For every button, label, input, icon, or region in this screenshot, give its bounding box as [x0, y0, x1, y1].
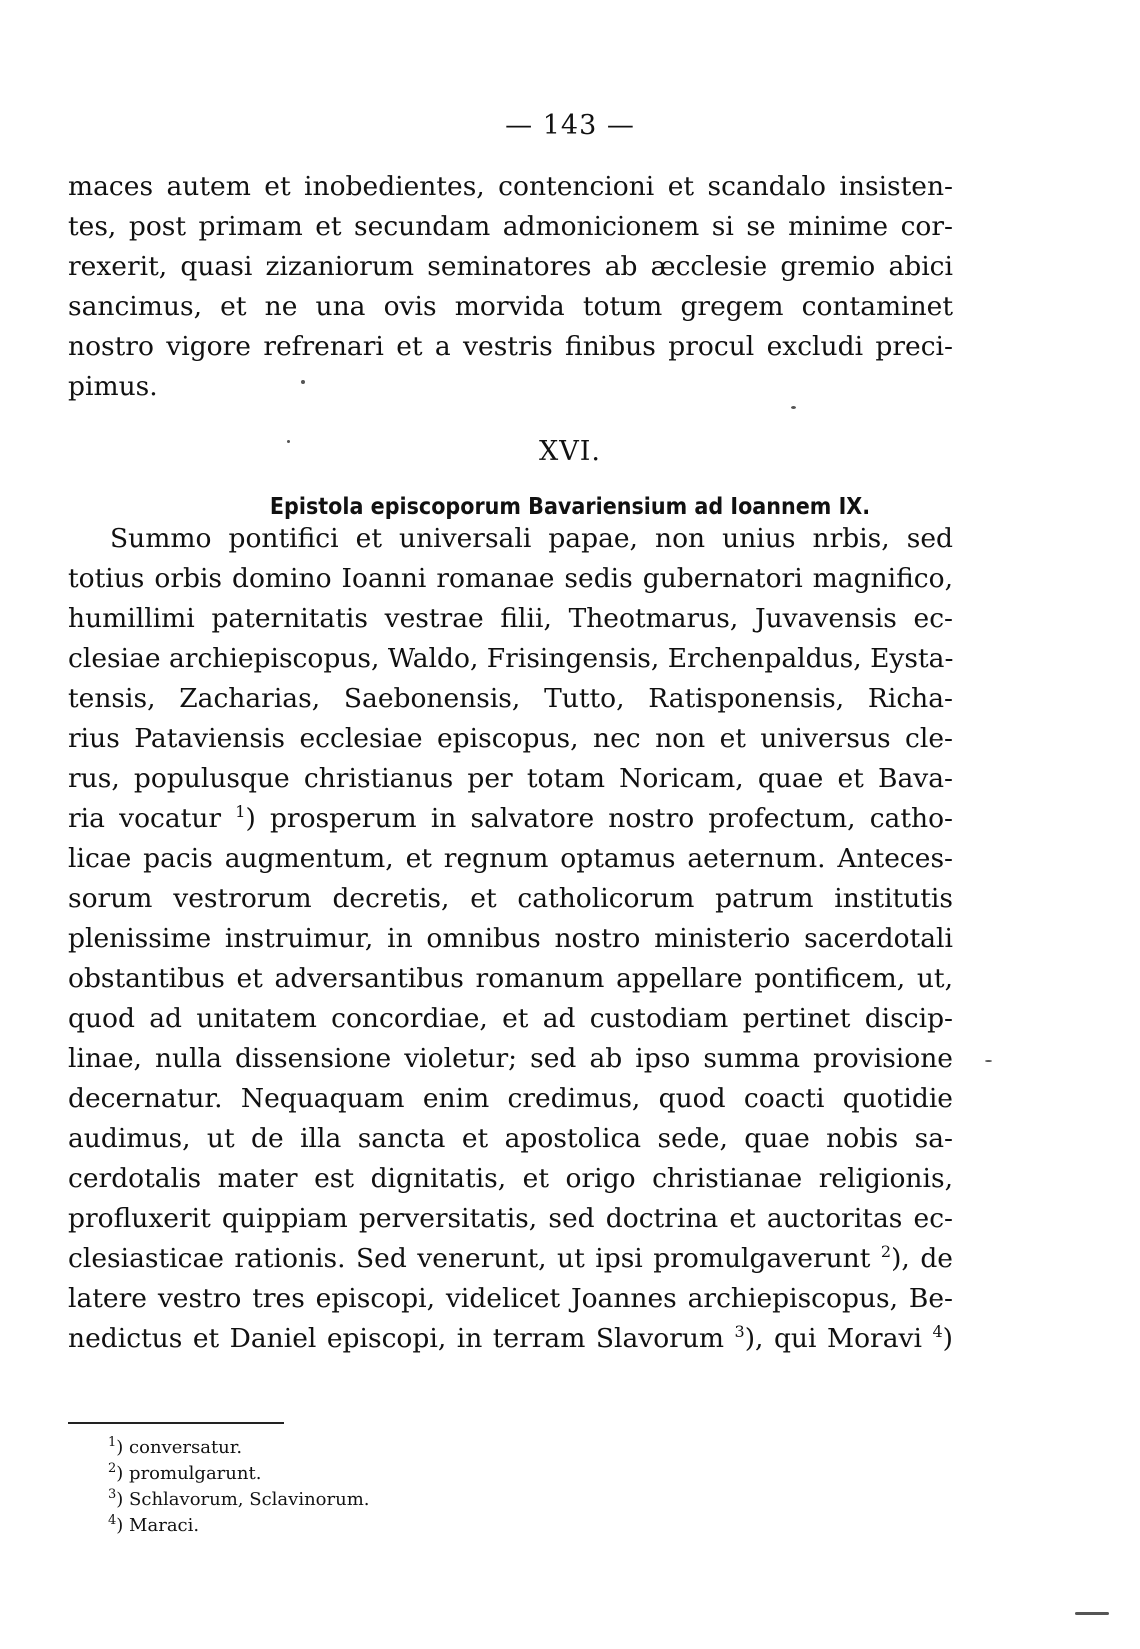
footnote-mark: 3 [108, 1487, 117, 1502]
text-line: pimus. [68, 371, 158, 402]
section-number: XVI. [539, 436, 601, 467]
text-line: sancimus, et ne una ovis morvida totum gregem contaminet [68, 291, 953, 322]
line-segment: ) prosperum in salvatore nostro profectum, catho- [245, 803, 953, 834]
text-line [68, 1239, 953, 1279]
line-segment: nedictus et Daniel episcopi, in terram Slavorum [68, 1323, 725, 1354]
footnote-ref: 4 [932, 1322, 943, 1342]
text-line [68, 799, 953, 839]
footnote [108, 1487, 370, 1513]
footnote-ref: 1 [235, 802, 246, 822]
footnote [108, 1435, 242, 1461]
text-line [68, 1319, 953, 1359]
page-number: — 143 — [505, 110, 635, 141]
text-line: profluxerit quippiam perversitatis, sed doctrina et auctoritas ec- [68, 1203, 953, 1234]
text-line: rexerit, quasi zizaniorum seminatores ab æcclesie gremio abici [68, 251, 953, 282]
line-segment: ) [942, 1323, 953, 1354]
text-line: linae, nulla dissensione violetur; sed ab ipso summa provisione [68, 1043, 953, 1074]
line-segment: ria vocatur [68, 803, 222, 834]
footnote-ref: 2 [880, 1242, 892, 1262]
footnote-text: Maraci. [129, 1515, 200, 1536]
text-line: tes, post primam et secundam admonicionem si se minime cor- [68, 211, 953, 242]
text-line: licae pacis augmentum, et regnum optamus aeternum. Anteces- [68, 843, 953, 874]
print-speck [985, 1060, 992, 1062]
footnote [108, 1513, 199, 1539]
footnote-paren: ) [116, 1463, 124, 1484]
text-line: Summo pontifici et universali papae, non unius nrbis, sed [110, 523, 953, 554]
text-line: plenissime instruimur, in omnibus nostro ministerio sacerdotali [68, 923, 953, 954]
footnote-paren: ) [116, 1437, 124, 1458]
text-line: latere vestro tres episcopi, videlicet Joannes archiepiscopus, Be- [68, 1283, 953, 1314]
text-line: rus, populusque christianus per totam Noricam, quae et Bava- [68, 763, 953, 794]
section-title: Epistola episcoporum Bavariensium ad Ioannem IX. [269, 494, 871, 520]
footnote [108, 1461, 261, 1487]
text-line: audimus, ut de illa sancta et apostolica sede, quae nobis sa- [68, 1123, 953, 1154]
print-speck [287, 440, 290, 443]
print-speck [791, 406, 796, 409]
text-line: humillimi paternitatis vestrae filii, Theotmarus, Juvavensis ec- [68, 603, 953, 634]
footnote-text: Schlavorum, Sclavinorum. [129, 1489, 370, 1510]
line-segment: clesiasticae rationis. Sed venerunt, ut ipsi promulgaverunt [68, 1243, 871, 1274]
footnote-paren: ) [116, 1489, 124, 1510]
footnote-text: promulgarunt. [129, 1463, 262, 1484]
text-line: clesiae archiepiscopus, Waldo, Frisingensis, Erchenpaldus, Eysta- [68, 643, 954, 674]
text-line: nostro vigore refrenari et a vestris finibus procul excludi preci- [68, 331, 953, 362]
text-line: cerdotalis mater est dignitatis, et origo christianae religionis, [68, 1163, 953, 1194]
text-line: quod ad unitatem concordiae, et ad custodiam pertinet discip- [68, 1003, 953, 1034]
footnote-mark: 1 [108, 1435, 117, 1450]
footnote-mark: 2 [108, 1461, 117, 1476]
text-line: rius Pataviensis ecclesiae episcopus, nec non et universus cle- [68, 723, 953, 754]
text-line: tensis, Zacharias, Saebonensis, Tutto, Ratisponensis, Richa- [68, 683, 953, 714]
text-line: decernatur. Nequaquam enim credimus, quod coacti quotidie [68, 1083, 953, 1114]
footnote-text: conversatur. [129, 1437, 243, 1458]
print-speck [301, 380, 305, 384]
line-segment: ), qui Moravi [744, 1323, 922, 1354]
footnote-paren: ) [116, 1515, 124, 1536]
line-segment: ), de [891, 1243, 953, 1274]
text-line: obstantibus et adversantibus romanum appellare pontificem, ut, [68, 963, 953, 994]
footnote-ref: 3 [734, 1322, 745, 1342]
text-line: maces autem et inobedientes, contencioni et scandalo insisten- [68, 171, 953, 202]
footnote-rule [68, 1422, 284, 1424]
text-line: sorum vestrorum decretis, et catholicorum patrum institutis [68, 883, 953, 914]
footnote-mark: 4 [108, 1513, 117, 1528]
text-line: totius orbis domino Ioanni romanae sedis gubernatori magnifico, [68, 563, 953, 594]
print-speck [1075, 1612, 1109, 1615]
